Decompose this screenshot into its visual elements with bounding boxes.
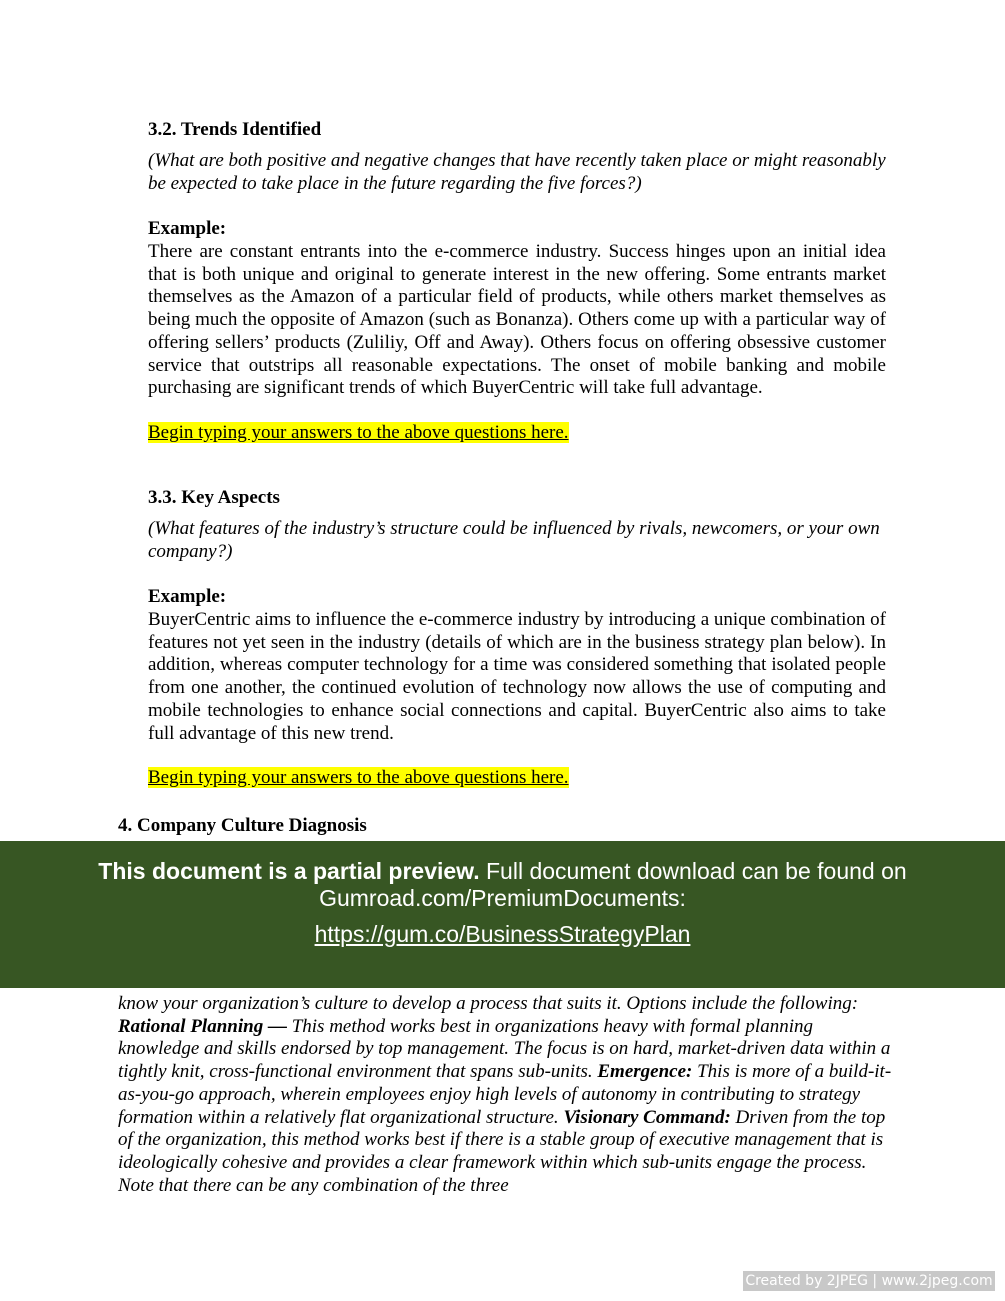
paragraph-text: Driven from the top of the organization, this method works best if there is a stable group of executive management that is ideologically cohesive and provides a clear framework within which sub-units engage the process. Note that there can be any combination of the three: [118, 1106, 886, 1196]
term-visionary-command: Visionary Command:: [563, 1106, 731, 1128]
paragraph-text: This is more of a build-it-as-you-go approach, wherein employees enjoy high levels of autonomy in contributing to strategy formation within a relatively flat organizational structure.: [118, 1061, 892, 1128]
banner-line2: Gumroad.com/PremiumDocuments:: [319, 885, 686, 911]
paragraph-text: know your organization’s culture to develop a process that suits it. Options include the following:: [118, 993, 859, 1014]
answer-prompt[interactable]: Begin typing your answers to the above questions here.: [148, 767, 569, 788]
paragraph-text: This method works best in organizations heavy with formal planning knowledge and skills endorsed by top management. The focus is on hard, market-driven data within a tightly knit, cross-functional environment that spans sub-units.: [118, 1015, 891, 1083]
term-emergence: Emergence:: [597, 1061, 693, 1083]
example-label: Example:: [148, 218, 227, 239]
section-heading: 4. Company Culture Diagnosis: [118, 815, 367, 836]
section-question: (What features of the industry’s structure could be influenced by rivals, newcomers, or your own company?): [148, 518, 880, 562]
banner-text: Full document download can be found on: [479, 858, 907, 884]
example-label: Example:: [148, 586, 227, 607]
download-link[interactable]: https://gum.co/BusinessStrategyPlan: [314, 921, 691, 947]
culture-paragraph: [118, 993, 898, 1197]
banner-bold: This document is a partial preview.: [98, 858, 480, 884]
preview-banner: [0, 841, 1005, 988]
term-rational-planning: Rational Planning —: [118, 1015, 287, 1037]
watermark: Created by 2JPEG | www.2jpeg.com: [743, 1271, 995, 1291]
section-question: (What are both positive and negative changes that have recently taken place or might reasonably be expected to take place in the future regarding the five forces?): [148, 150, 886, 194]
answer-prompt[interactable]: Begin typing your answers to the above questions here.: [148, 422, 569, 443]
section-heading: 3.2. Trends Identified: [148, 119, 322, 140]
example-text: There are constant entrants into the e-commerce industry. Success hinges upon an initial idea that is both unique and original to generate interest in the new offering. Some entrants market themselves as the Amazon of a particular field of products, while others market themselves as being much the opposite of Amazon (such as Bonanza). Others come up with a particular way of offering sellers’ products (Zuliliy, Off and Away). Others focus on offering obsessive customer service that outstrips all reasonable expectations. The onset of mobile banking and mobile purchasing are significant trends of which BuyerCentric will take full advantage.: [148, 241, 886, 399]
section-heading: 3.3. Key Aspects: [148, 487, 280, 508]
example-text: BuyerCentric aims to influence the e-commerce industry by introducing a unique combination of features not yet seen in the industry (details of which are in the business strategy plan below). In addition, whereas computer technology for a time was considered something that isolated people from one another, the continued evolution of technology now allows the use of computing and mobile technologies to enhance social connections and capital. BuyerCentric also aims to take full advantage of this new trend.: [148, 609, 886, 744]
